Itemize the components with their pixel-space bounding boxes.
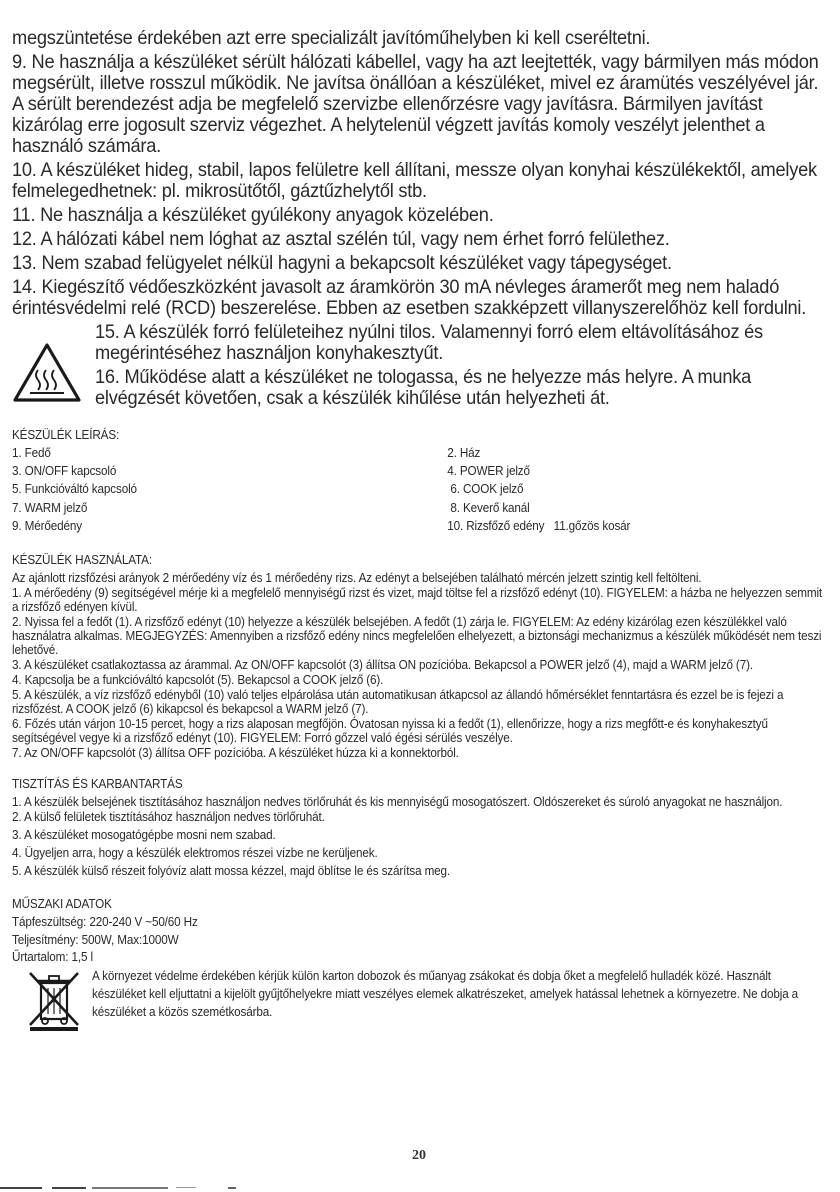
cleaning-line: 5. A készülék külső részeit folyóvíz alatt mossa kézzel, majd öblítse le és szárítsa meg. [12, 864, 451, 879]
usage-line: 1. A mérőedény (9) segítségével mérje ki a megfelelő mennyiségű rizst és vizet, majd töltse fel a rizsfőző edényt (10). FIGYELEM: a házba ne helyezzen semmit a rizsfőző edényen kívül. [12, 586, 823, 615]
crossed-out-bin-icon [24, 969, 84, 1031]
part-item: 6. COOK jelző [447, 482, 524, 497]
hot-surface-warning-icon [12, 342, 82, 404]
cleaning-line: 3. A készüléket mosogatógépbe mosni nem szabad. [12, 828, 276, 843]
intro-line: megszüntetése érdekében azt erre specializált javítóműhelyben ki kell cseréltetni. [12, 27, 651, 49]
usage-line: 7. Az ON/OFF kapcsolót (3) állítsa OFF pozícióba. A készüléket húzza ki a konnektorból. [12, 746, 459, 761]
safety-instructions [12, 28, 824, 319]
part-item: 8. Keverő kanál [447, 500, 530, 515]
safety-item-12: 12. A hálózati kábel nem lóghat az asztal szélén túl, vagy nem érhet forró felülethez. [12, 228, 670, 250]
specs-section [12, 895, 827, 965]
safety-item-14: 14. Kiegészítő védőeszközként javasolt az áramkörön 30 mA névleges áramerőt meg nem haladó érintésvédelmi relé (RCD) beszerelése. Ebben az esetben szakképzett villanyszerelőhöz kell fordulni. [12, 276, 807, 319]
part-item: 10. Rizsfőző edény 11.gőzös kosár [447, 518, 631, 533]
description-title: KÉSZÜLÉK LEÍRÁS: [12, 428, 120, 442]
spec-line: Űrtartalom: 1,5 l [12, 950, 93, 965]
device-description [12, 426, 827, 965]
cleaning-section [12, 777, 827, 878]
usage-title: KÉSZÜLÉK HASZNÁLATA: [12, 553, 152, 568]
disposal-notice [12, 967, 824, 1021]
usage-line: 2. Nyissa fel a fedőt (1). A rizsfőző edényt (10) helyezze a készülék belsejében. A fedőt (1) zárja le. FIGYELEM: Az edény kizárólag ezen készülékkel való használatra alkalmas. MEGJEGYZÉS: Amennyiben a rizsfőző edény nincs megfelelően elhelyezett, a biztonsági mechanizmus a készülék működését nem teszi lehetővé. [12, 615, 822, 658]
safety-item-11: 11. Ne használja a készüléket gyúlékony anyagok közelében. [12, 204, 494, 226]
hot-surface-warning [12, 322, 824, 409]
usage-line: 3. A készüléket csatlakoztassa az árammal. Az ON/OFF kapcsolót (3) állítsa ON pozícióba. Bekapcsol a POWER jelző (4), majd a WARM jelző (7). [12, 658, 753, 673]
manual-page [12, 28, 824, 1021]
cleaning-line: 4. Ügyeljen arra, hogy a készülék elektromos részei vízbe ne kerüljenek. [12, 846, 378, 861]
specs-title: MŰSZAKI ADATOK [12, 897, 112, 912]
cleaning-line: 1. A készülék belsejének tisztításához használjon nedves törlőruhát és kis mennyiségű mosogatószert. Oldószereket és súroló anyagokat ne használjon. [12, 795, 783, 810]
cleaning-title: TISZTÍTÁS ÉS KARBANTARTÁS [12, 777, 183, 792]
safety-item-10: 10. A készüléket hideg, stabil, lapos felületre kell állítani, messze olyan konyhai készülékektől, amelyek felmelegedhetnek: pl. mikrosütőtől, gáztűzhelytől stb. [12, 159, 817, 202]
safety-item-13: 13. Nem szabad felügyelet nélkül hagyni a bekapcsolt készüléket vagy tápegységet. [12, 252, 672, 274]
page-number: 20 [412, 1148, 426, 1163]
part-item: 5. Funkcióváltó kapcsoló [12, 482, 137, 497]
spec-line: Teljesítmény: 500W, Max:1000W [12, 933, 179, 948]
part-item: 4. POWER jelző [447, 464, 530, 479]
parts-list [12, 444, 827, 535]
part-item: 2. Ház [447, 446, 481, 460]
usage-line: Az ajánlott rizsfőzési arányok 2 mérőedény víz és 1 mérőedény rizs. Az edényt a belsejében található mércén jelzett szintig kell feltölteni. [12, 571, 702, 586]
safety-item-15: 15. A készülék forró felületeihez nyúlni tilos. Valamennyi forró elem eltávolításához és megérintéséhez használjon konyhakesztyűt. [95, 321, 763, 364]
safety-item-16: 16. Működése alatt a készüléket ne tologassa, és ne helyezze más helyre. A munka elvégzését követően, csak a készülék kihűlése után helyezheti át. [95, 366, 752, 409]
usage-line: 6. Főzés után várjon 10-15 percet, hogy a rizs alaposan megfőjön. Óvatosan nyissa ki a fedőt (1), ellenőrizze, hogy a rizs megfőtt-e és konyhakesztyű segítségével vegye ki a rizsfőző edényt (10). FIGYELEM: Forró gőzzel való égési sérülés veszélye. [12, 717, 768, 746]
part-item: 1. Fedő [12, 446, 51, 460]
part-item: 7. WARM jelző [12, 500, 88, 515]
usage-line: 5. A készülék, a víz rizsfőző edényből (10) való teljes elpárolása után automatikusan átkapcsol az állandó hőmérséklet fenntartásra és ezzel be is fejezi a rizsfőzést. A COOK jelző (6) kikapcsol és bekapcsol a WARM jelző (7). [12, 688, 784, 717]
cleaning-line: 2. A külső felületek tisztításához használjon nedves törlőruhát. [12, 810, 325, 825]
print-edge-marks [0, 1186, 240, 1190]
usage-section [12, 553, 827, 760]
part-item: 9. Mérőedény [12, 518, 82, 533]
safety-item-9: 9. Ne használja a készüléket sérült hálózati kábellel, vagy ha azt leejtették, vagy bármilyen más módon megsérült, illetve rosszul működik. Ne javítsa önállóan a készüléket, mivel ez áramütés veszélyével jár. A sérült berendezést adja be megfelelő szervizbe ellenőrzésre vagy javításra. Bármilyen javítást kizárólag erre jogosult szerviz végezhet. A helytelenül végzett javítás komoly veszélyt jelenthet a használó számára. [12, 51, 819, 157]
part-item: 3. ON/OFF kapcsoló [12, 464, 117, 479]
usage-line: 4. Kapcsolja be a funkcióváltó kapcsolót (5). Bekapcsol a COOK jelző (6). [12, 673, 384, 688]
spec-line: Tápfeszültség: 220-240 V ~50/60 Hz [12, 915, 198, 930]
disposal-text: A környezet védelme érdekében kérjük külön karton dobozok és műanyag zsákokat és dobja őket a megfelelő hulladék közé. Használt készüléket kell eljuttatni a kijelölt gyűjtőhelyekre miatt veszélyes elemek alkatrészeket, amelyek hatással lehetnek a környezetre. Ne dobja a készüléket a közös szemétkosárba. [92, 969, 799, 1020]
